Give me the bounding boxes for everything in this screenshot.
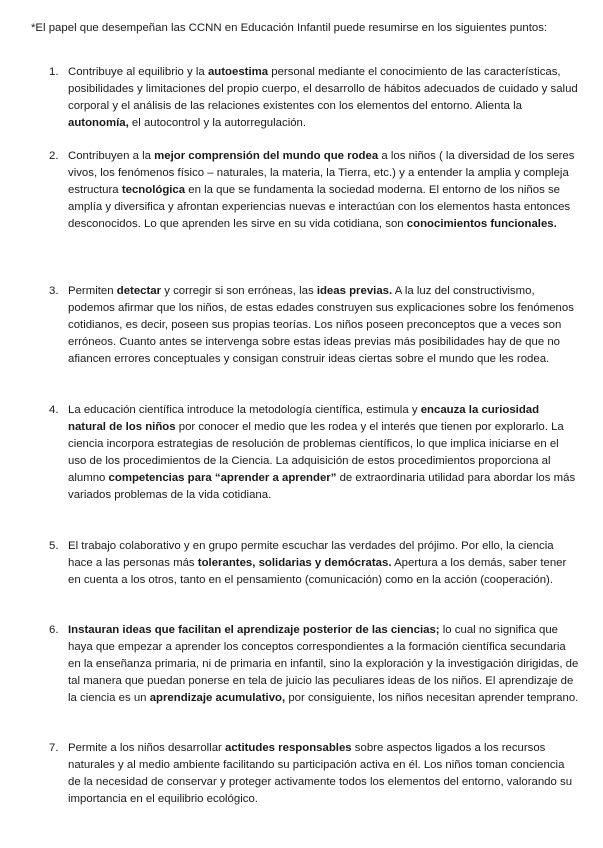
list-item-1 bbox=[49, 64, 580, 132]
list-number: 7. bbox=[49, 742, 59, 754]
list-item-text: Instauran ideas que facilitan el aprendizaje posterior de las ciencias; lo cual no significa que haya que empezar a aprender los conceptos correspondientes a la formación científica secundaria en la enseñanza primaria, ni de primaria en infantil, sino la exploración y la investigación dirigidas, de tal manera que puedan ponerse en tela de juicio las peculiares ideas de los niños. El aprendizaje de la ciencia es un aprendizaje acumulativo, por consiguiente, los niños necesitan aprender temprano. bbox=[68, 624, 579, 705]
list-item-3 bbox=[49, 283, 580, 368]
list-number: 6. bbox=[49, 624, 59, 636]
list-item-7 bbox=[49, 740, 580, 808]
list-number: 3. bbox=[49, 285, 59, 297]
list-item-5 bbox=[49, 538, 580, 589]
list-item-6 bbox=[49, 622, 580, 707]
intro-paragraph: *El papel que desempeñan las CCNN en Educación Infantil puede resumirse en los siguientes puntos: bbox=[31, 22, 548, 34]
list-number: 1. bbox=[49, 66, 59, 78]
list-item-text: Permiten detectar y corregir si son erróneas, las ideas previas. A la luz del constructivismo, podemos afirmar que los niños, de estas edades construyen sus explicaciones sobre los fenómenos cotidianos, es decir, poseen sus propias teorías. Los niños poseen preconceptos que a veces son erróneos. Cuanto antes se intervenga sobre estas ideas previas más posibilidades hay de que no afiancen errores conceptuales y consigan construir ideas ciertas sobre el mundo que les rodea. bbox=[68, 285, 574, 366]
list-item-4 bbox=[49, 402, 580, 505]
list-item-text: El trabajo colaborativo y en grupo permite escuchar las verdades del prójimo. Por ello, la ciencia hace a las personas más tolerantes, solidarias y demócratas. Apertura a los demás, saber tener en cuenta a los otros, tanto en el pensamiento (comunicación) como en la acción (cooperación). bbox=[68, 540, 567, 587]
list-number: 5. bbox=[49, 540, 59, 552]
list-number: 2. bbox=[49, 150, 59, 162]
list-item-text: La educación científica introduce la metodología científica, estimula y encauza la curiosidad natural de los niños por conocer el medio que les rodea y el interés que tienen por explorarlo. La ciencia incorpora estrategias de resolución de problemas científicos, lo que implica iniciarse en el uso de los procedimientos de la Ciencia. La adquisición de estos procedimientos proporciona al alumno competencias para “aprender a aprender” de extraordinaria utilidad para abordar los más variados problemas de la vida cotidiana. bbox=[68, 404, 576, 502]
list-item-2 bbox=[49, 148, 580, 233]
list-item-text: Contribuyen a la mejor comprensión del mundo que rodea a los niños ( la diversidad de los seres vivos, los fenómenos físico – naturales, la materia, la Tierra, etc.) y a entender la amplia y compleja estructura tecnológica en la que se fundamenta la sociedad moderna. El entorno de los niños se amplía y diversifica y afrontan experiencias nuevas e interactúan con los elementos hasta entonces desconocidos. Lo que aprenden les sirve en su vida cotidiana, son conocimientos funcionales. bbox=[68, 150, 575, 231]
list-item-text: Contribuye al equilibrio y la autoestima personal mediante el conocimiento de las características, posibilidades y limitaciones del propio cuerpo, el desarrollo de hábitos adecuados de cuidado y salud corporal y el análisis de las relaciones existentes con los elementos del entorno. Alienta la autonomía, el autocontrol y la autorregulación. bbox=[68, 66, 578, 130]
list-number: 4. bbox=[49, 404, 59, 416]
list-item-text: Permite a los niños desarrollar actitudes responsables sobre aspectos ligados a los recursos naturales y al medio ambiente facilitando su participación activa en él. Los niños toman conciencia de la necesidad de conservar y proteger activamente todos los elementos del entorno, valorando su importancia en el equilibrio ecológico. bbox=[68, 742, 573, 806]
